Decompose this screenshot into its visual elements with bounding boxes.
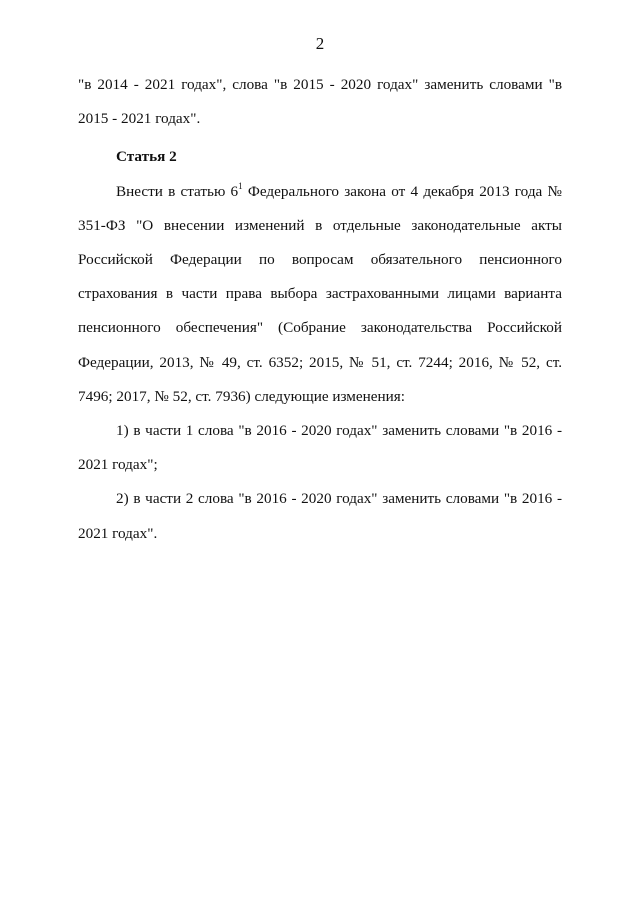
article-body-rest: Федерального закона от 4 декабря 2013 года № 351-ФЗ "О внесении изменений в отдельные законодательные акты Российской Федерации по вопросам обязательного пенсионного страхования в части права выбора застрахованными лицами варианта пенсионного обеспечения" (Собрание законодательства Российской Федерации, 2013, № 49, ст. 6352; 2015, № 51, ст. 7244; 2016, № 52, ст. 7496; 2017, № 52, ст. 7936) следующие изменения: — [78, 182, 562, 405]
amendment-item-1: 1) в части 1 слова "в 2016 - 2020 годах" заменить словами "в 2016 - 2021 годах"; — [78, 422, 562, 474]
intro-paragraph — [78, 68, 562, 136]
page-number: 2 — [315, 34, 325, 53]
article-body-paragraph — [78, 175, 562, 414]
amendment-item-2: 2) в части 2 слова "в 2016 - 2020 годах" заменить словами "в 2016 - 2021 годах". — [78, 490, 562, 542]
intro-line-2: "в 2015 - 2021 годах". — [78, 76, 563, 128]
intro-line-1: "в 2014 - 2021 годах", слова "в 2015 - 2020 годах" заменить словами — [78, 76, 543, 93]
superscript-number: 1 — [238, 180, 243, 191]
article-body-start: Внести в статью 6 — [116, 182, 239, 200]
document-body — [78, 68, 562, 551]
article-heading: Статья 2 — [116, 148, 177, 166]
